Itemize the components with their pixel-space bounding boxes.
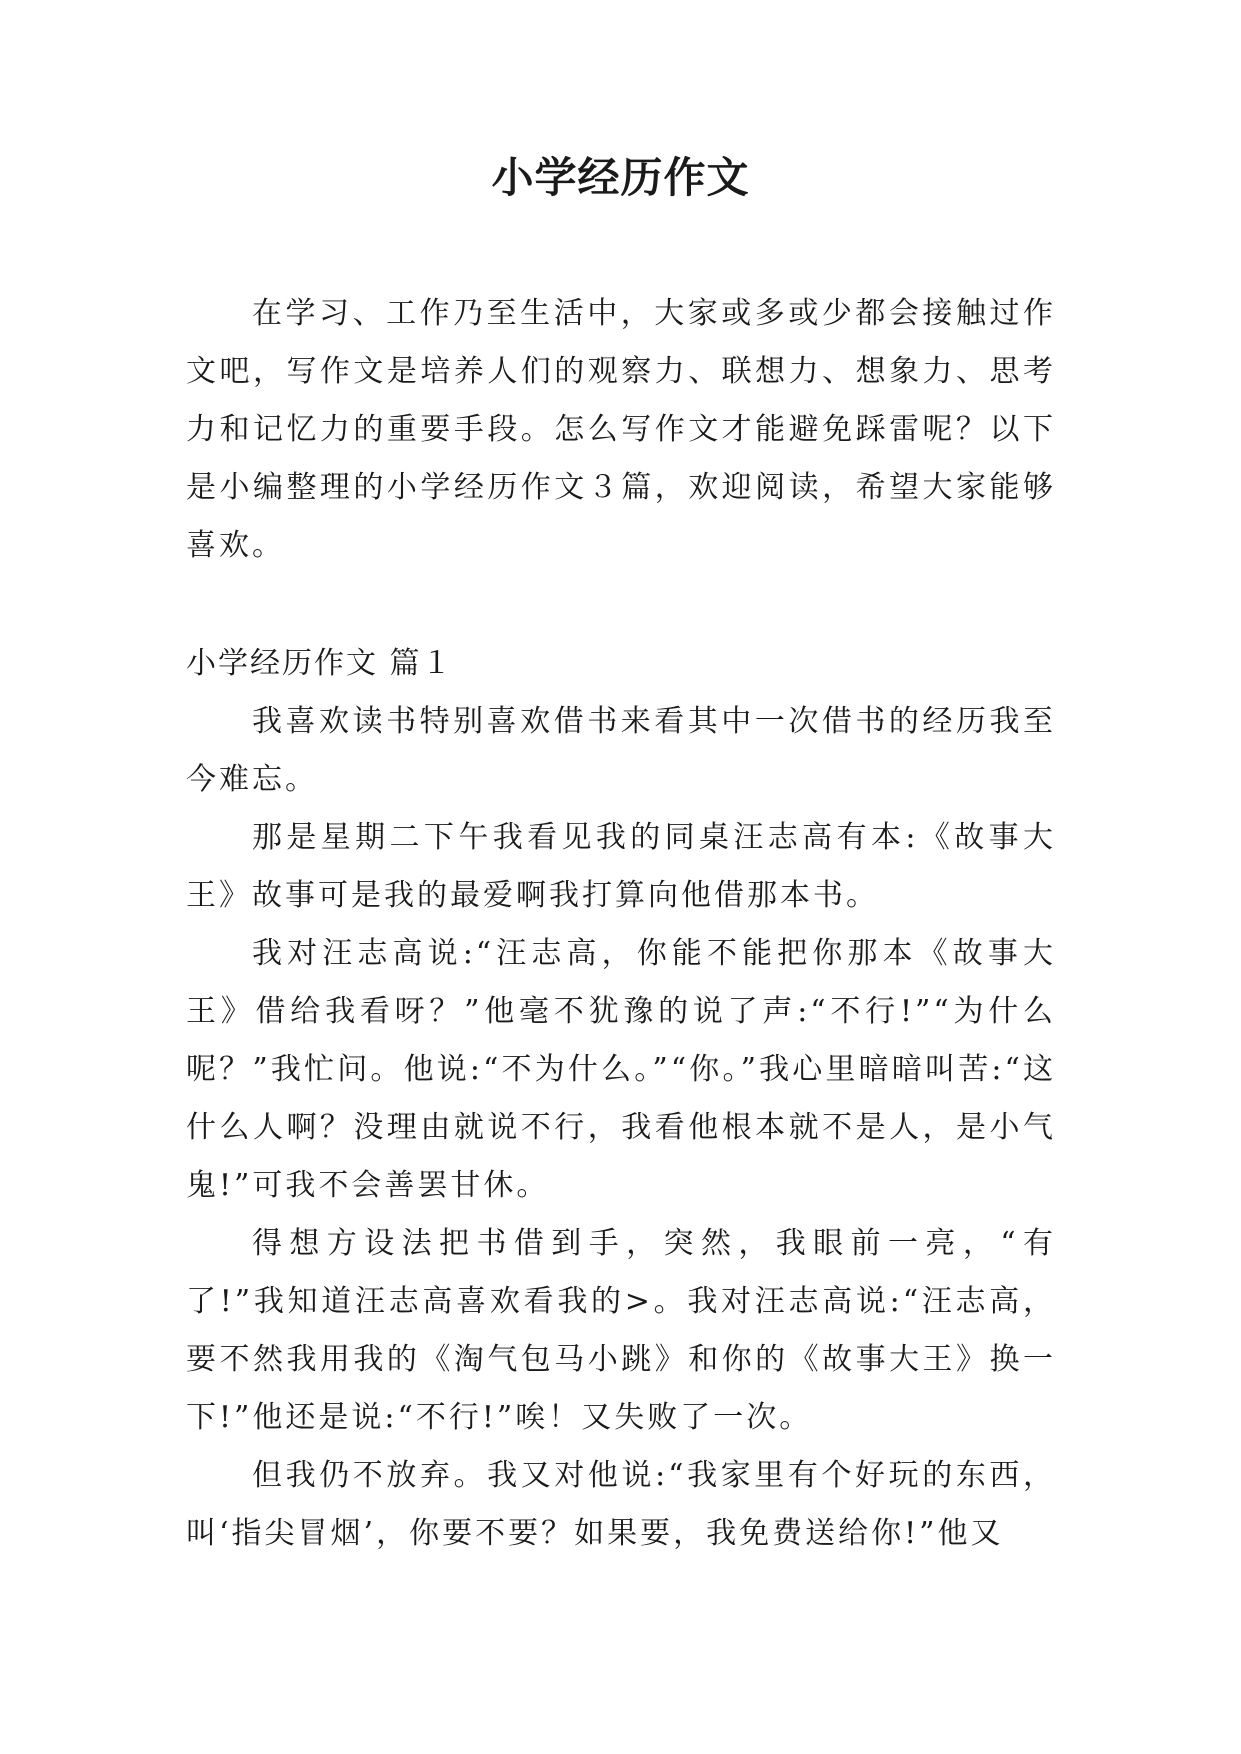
document-title: 小学经历作文 (491, 153, 750, 202)
paragraph-4: 得想方设法把书借到手，突然，我眼前一亮，“有了!”我知道汪志高喜欢看我的>。我对汪志高说:“汪志高，要不然我用我的《淘气包马小跳》和你的《故事大王》换一下!”他还是说:“不行!”唉！又失败了一次。 (186, 1226, 1056, 1435)
paragraph-1: 我喜欢读书特别喜欢借书来看其中一次借书的经历我至今难忘。 (186, 704, 1056, 797)
paragraph-5: 但我仍不放弃。我又对他说:“我家里有个好玩的东西，叫‘指尖冒烟’，你要不要？如果要，我免费送给你!”他又 (186, 1458, 1056, 1551)
section-1 (186, 635, 1056, 1563)
section-heading: 小学经历作文 篇１ (186, 646, 454, 681)
paragraph-3: 我对汪志高说:“汪志高，你能不能把你那本《故事大王》借给我看呀？”他毫不犹豫的说了声:“不行!”“为什么呢？”我忙问。他说:“不为什么。”“你。”我心里暗暗叫苦:“这什么人啊？没理由就说不行，我看他根本就不是人，是小气鬼!”可我不会善罢甘休。 (186, 936, 1056, 1203)
intro-paragraph: 在学习、工作乃至生活中，大家或多或少都会接触过作文吧，写作文是培养人们的观察力、联想力、想象力、思考力和记忆力的重要手段。怎么写作文才能避免踩雷呢？以下是小编整理的小学经历作文３篇，欢迎阅读，希望大家能够喜欢。 (186, 296, 1056, 563)
intro-block (186, 285, 1056, 575)
paragraph-2: 那是星期二下午我看见我的同桌汪志高有本:《故事大王》故事可是我的最爱啊我打算向他借那本书。 (186, 820, 1056, 913)
